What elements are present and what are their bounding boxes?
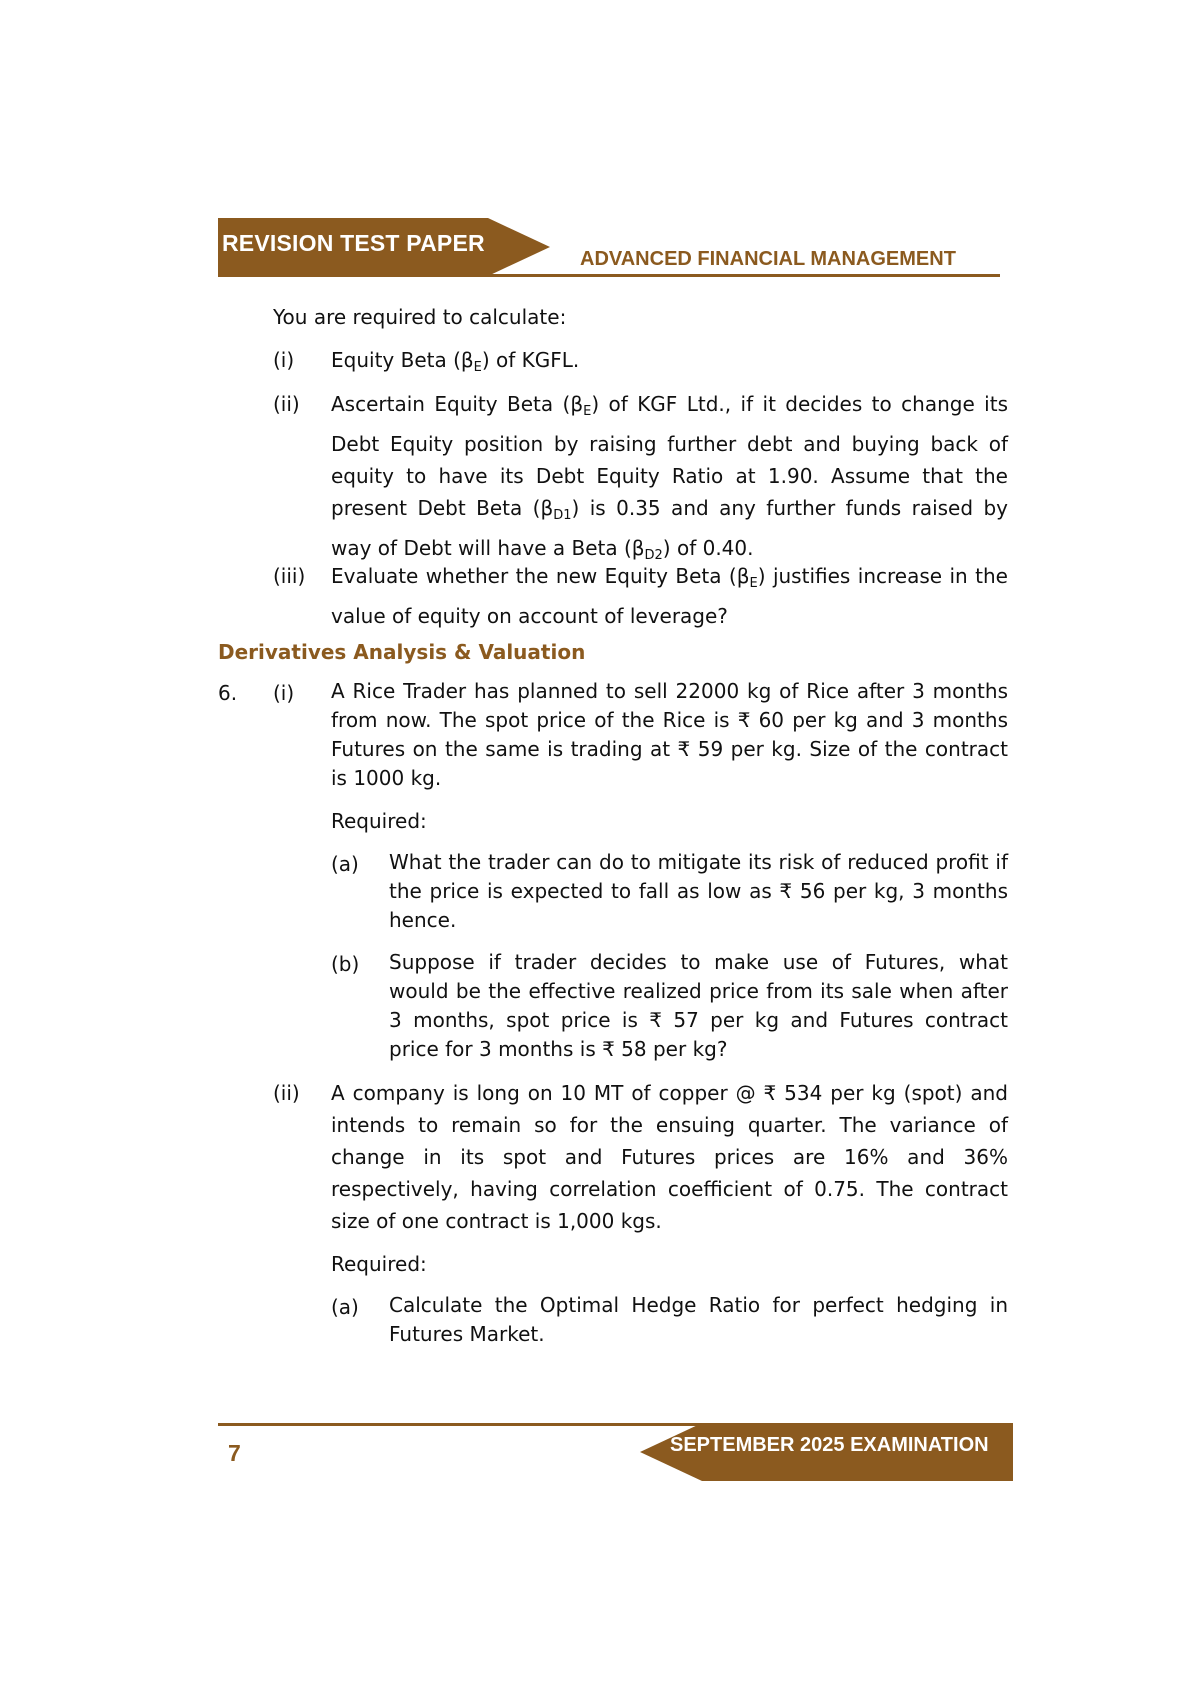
paper-title: REVISION TEST PAPER [222, 230, 485, 256]
item-label-iii: (iii) [273, 564, 306, 588]
subpart-label-ii-a: (a) [331, 1295, 359, 1319]
exam-title: SEPTEMBER 2025 EXAMINATION [670, 1434, 989, 1456]
item-label-i: (i) [273, 348, 295, 372]
question-number: 6. [218, 681, 238, 705]
section-heading: Derivatives Analysis & Valuation [218, 640, 586, 664]
subpart-label-i-a: (a) [331, 852, 359, 876]
item-text-iii: Evaluate whether the new Equity Beta $(\beta_E)$ justifies increase in the value of equity on account of leverage? [331, 564, 1008, 628]
item-label-ii: (ii) [273, 392, 300, 416]
part-text-ii: A company is long on 10 MT of copper @ ₹ 534 per kg (spot) and intends to remain so for the ensuing quarter. The variance of change in its spot and Futures prices are 16% and 36% respectively, having correlation coefficient of 0.75. The contract size of one contract is 1,000 kgs. [331, 1081, 1008, 1233]
header-rule [218, 274, 1000, 277]
part-label-i: (i) [273, 681, 295, 705]
subpart-text-i-a: What the trader can do to mitigate its risk of reduced profit if the price is expected to fall as low as ₹ 56 per kg, 3 months hence. [389, 850, 1008, 932]
required-label-ii: Required: [331, 1252, 427, 1276]
subpart-text-ii-a: Calculate the Optimal Hedge Ratio for perfect hedging in Futures Market. [389, 1293, 1008, 1346]
required-label-i: Required: [331, 809, 427, 833]
part-text-i: A Rice Trader has planned to sell 22000 kg of Rice after 3 months from now. The spot price of the Rice is ₹ 60 per kg and 3 months Futures on the same is trading at ₹ 59 per kg. Size of the contract is 1000 kg. [331, 679, 1008, 790]
item-text-ii: Ascertain Equity Beta $(\beta_E)$ of KGF Ltd., if it decides to change its Debt Equity position by raising further debt and buying back of equity to have its Debt Equity Ratio at 1.90. Assume that the present Debt Beta $(\beta_{D1})$ is 0.35 and any further funds raised by way of Debt will have a Beta $(\beta_{D2})$ of 0.40. [331, 392, 1009, 563]
calc-intro: You are required to calculate: [273, 305, 567, 329]
header-banner-arrow [488, 218, 550, 276]
page-number: 7 [228, 1440, 241, 1466]
subpart-text-i-b: Suppose if trader decides to make use of Futures, what would be the effective realized price from its sale when after 3 months, spot price is ₹ 57 per kg and Futures contract price for 3 months is ₹ 58 per kg? [389, 950, 1008, 1061]
part-label-ii: (ii) [273, 1081, 300, 1105]
subject-title: ADVANCED FINANCIAL MANAGEMENT [580, 248, 956, 270]
subpart-label-i-b: (b) [331, 952, 360, 976]
item-text-i: Equity Beta $(\beta_E)$ of KGFL. [331, 348, 580, 375]
